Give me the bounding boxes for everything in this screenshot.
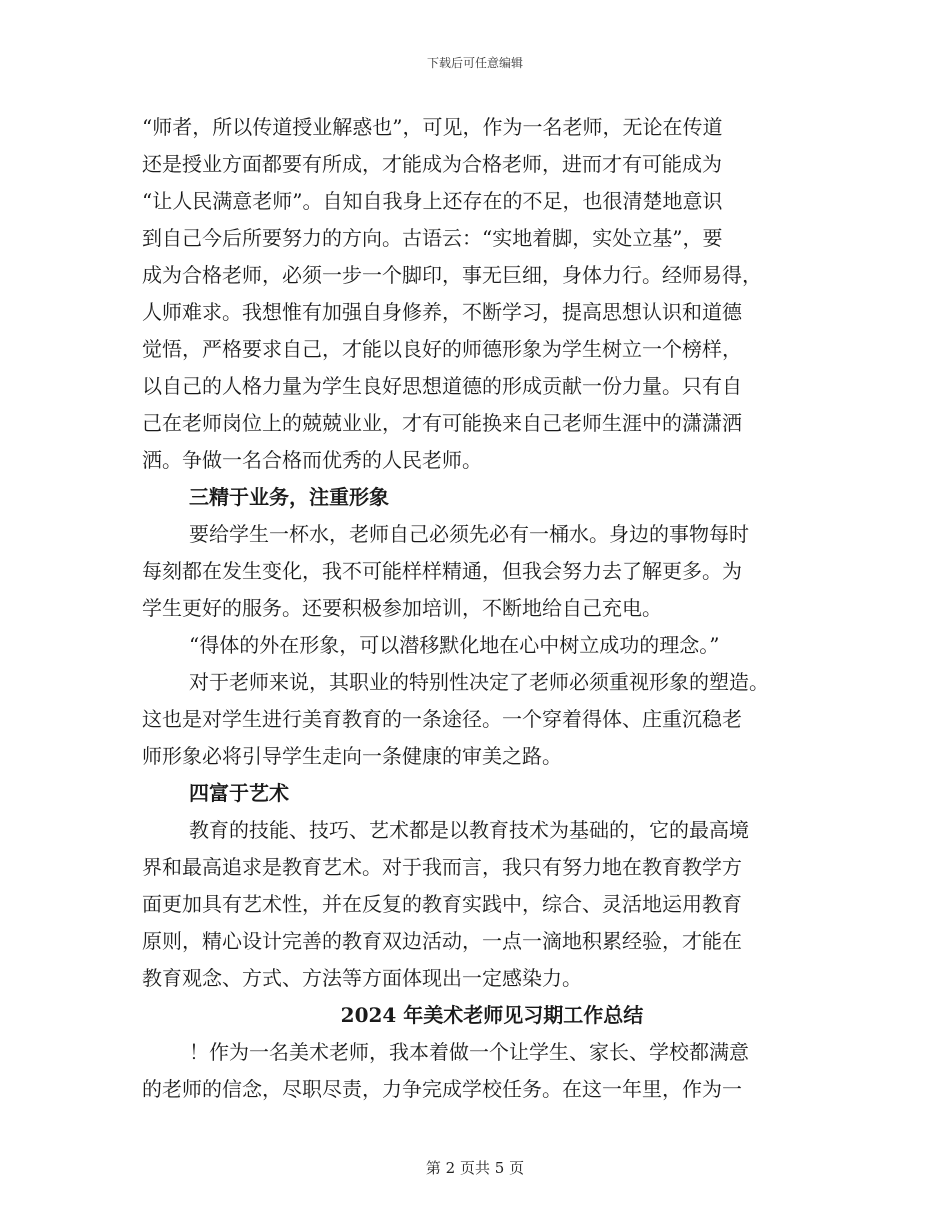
paragraph-line: 成为合格老师，必须一步一个脚印，事无巨细，身体力行。经师易得，	[142, 263, 762, 287]
section-heading: 三精于业务，注重形象	[189, 485, 389, 509]
paragraph-line: ！作为一名美术老师，我本着做一个让学生、家长、学校都满意	[189, 1040, 749, 1064]
paragraph-line: 这也是对学生进行美育教育的一条途径。一个穿着得体、庄重沉稳老	[142, 707, 742, 731]
paragraph-line: 到自己今后所要努力的方向。古语云：“实地着脚，实处立基”，要	[142, 226, 723, 250]
paragraph-line: “师者，所以传道授业解惑也”，可见，作为一名老师，无论在传道	[142, 115, 723, 139]
paragraph-line: 的老师的信念，尽职尽责，力争完成学校任务。在这一年里，作为一	[142, 1077, 742, 1101]
paragraph-line: 以自己的人格力量为学生良好思想道德的形成贡献一份力量。只有自	[142, 374, 742, 398]
paragraph-line: 教育观念、方式、方法等方面体现出一定感染力。	[142, 966, 582, 990]
paragraph-line: 教育的技能、技巧、艺术都是以教育技术为基础的，它的最高境	[189, 818, 749, 842]
paragraph-line: 每刻都在发生变化，我不可能样样精通，但我会努力去了解更多。为	[142, 559, 742, 583]
document-title: 2024 年美术老师见习期工作总结	[340, 1003, 644, 1027]
paragraph-line: 面更加具有艺术性，并在反复的教育实践中，综合、灵活地运用教育	[142, 892, 742, 916]
paragraph-line: 要给学生一杯水，老师自己必须先必有一桶水。身边的事物每时	[189, 522, 749, 546]
paragraph-line: 觉悟，严格要求自己，才能以良好的师德形象为学生树立一个榜样，	[142, 337, 742, 361]
paragraph-line: 对于老师来说，其职业的特别性决定了老师必须重视形象的塑造。	[189, 670, 769, 694]
paragraph-line: 洒。争做一名合格而优秀的人民老师。	[142, 448, 482, 472]
paragraph-line: “让人民满意老师”。自知自我身上还存在的不足，也很清楚地意识	[142, 189, 723, 213]
quote-line: “得体的外在形象，可以潜移默化地在心中树立成功的理念。”	[189, 633, 720, 657]
paragraph-line: 师形象必将引导学生走向一条健康的审美之路。	[142, 744, 562, 768]
page-header: 下载后可任意编辑	[426, 56, 523, 70]
paragraph-line: 还是授业方面都要有所成，才能成为合格老师，进而才有可能成为	[142, 152, 722, 176]
section-heading: 四富于艺术	[189, 781, 289, 805]
paragraph-line: 人师难求。我想惟有加强自身修养，不断学习，提高思想认识和道德	[142, 300, 742, 324]
paragraph-line: 原则，精心设计完善的教育双边活动，一点一滴地积累经验，才能在	[142, 929, 742, 953]
paragraph-line: 己在老师岗位上的兢兢业业，才有可能换来自己老师生涯中的潇潇洒	[142, 411, 742, 435]
document-body	[142, 109, 812, 1108]
page-footer: 第 2 页共 5 页	[425, 1159, 525, 1177]
paragraph-line: 界和最高追求是教育艺术。对于我而言，我只有努力地在教育教学方	[142, 855, 742, 879]
paragraph-line: 学生更好的服务。还要积极参加培训，不断地给自己充电。	[142, 596, 662, 620]
